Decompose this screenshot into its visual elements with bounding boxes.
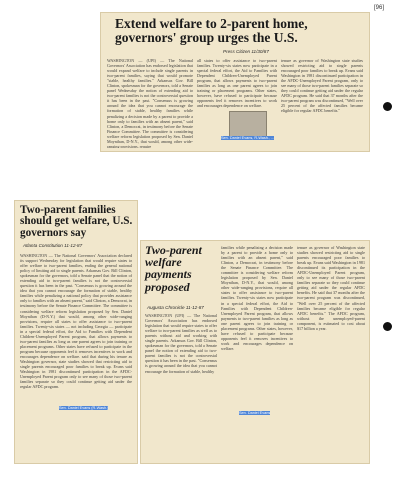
binder-hole (383, 322, 392, 331)
clipping-3-column-2: families while penalizing a decision made by a parent to provide a home only to families with an absent parent," said Clinton, a Democrat, in testimony before the Senate Finance Committee. The committee is considering welfare reform legislation proposed by Sen. Daniel Moynihan, D-N.Y., that would, among other wide-ranging provisions, require all states to offer assistance to two-parent families. Twenty-six states now participate in a special federal effort, the Aid to Families with Dependent Children-Unemployed Parent program, that allows payments to two-parent families as long as one parent agrees to join training or placement programs. Other states, however, have refused to participate because opponents feel it removes incentives to work and encourages dependence on welfare. (221, 245, 293, 351)
clipping-2-highlight: Sen. Daniel Evans (R-Wash.) (59, 406, 109, 410)
clipping-1 (100, 12, 370, 152)
clipping-3-column-1: WASHINGTON (UPI) — The National Governors' Association has endorsed legislation that would require states to offer welfare to two-parent families as well as to parents without aid and working with single parents. Arkansas Gov. Bill Clinton, spokesman for the governors, told a Senate panel the notion of extending aid to two-parent families is not the controversial question it has been in the past. "Consensus is growing around the idea that you cannot encourage the formation of stable, healthy (145, 313, 217, 374)
clipping-3-headline: Two-parent welfare payments proposed (145, 243, 202, 294)
clipping-3 (140, 240, 370, 464)
clipping-1-column-1: WASHINGTON — (UPI) — The National Governors' Association has endorsed legislation that would expand welfare to include single parents in two-parent families, saying that would promote "stable, healthy families." Arkansas Gov. Bill Clinton, spokesman for the governors, told a Senate panel Wednesday the notion of extending aid to two-parent families is not the controversial question it has been in the past. "Consensus is growing around the idea that you cannot encourage the formation of stable, healthy families while penalizing a decision made by a parent to provide a home only to families with an absent parent," said Clinton, a Democrat, in testimony before the Senate Finance Committee. The committee is considering welfare reform legislation proposed by Sen. Daniel Moynihan, D-N.Y., that would, among other wide-ranging provisions, require (107, 58, 193, 148)
clipping-1-headline: Extend welfare to 2-parent home, governors' group urges the U.S. (115, 16, 308, 45)
clipping-1-column-3: tenure as governor of Washington state studies showed restricting aid to single parents encouraged poor families to break up. Evans said Washington in 1981 discontinued participation in the AFDC-Unemployed Parent program, only to see many of those two-parent families separate so they could continue getting aid under the regular AFDC program. He said that 37 months after the two-parent program was discontinued, "Well over 25 percent of the affected families became eligible for regular AFDC benefits." (281, 58, 363, 114)
clipping-2-source: Atlanta Constitution 11-12-87 (23, 243, 83, 248)
clipping-1-column-2: all states to offer assistance to two-parent families. Twenty-six states now participate in a special federal effort, the Aid to Families with Dependent Children-Unemployed Parent program, that allows payments to two-parent families as long as one parent agrees to join training or placement programs. Other states, however, have refused to participate because opponents feel it removes incentives to work and encourages dependence on welfare. (197, 58, 277, 109)
clipping-2-column-1: WASHINGTON — The National Governors' Association declared its support Wednesday for legislation that would require states to offer welfare to two-parent families, ending the general national policy of limiting aid to single parents. Arkansas Gov. Bill Clinton, spokesman for the governors, told a Senate panel that the notion of extending aid to two-parent families is not the controversial question it has been in the past. "Consensus is growing around the idea that you cannot encourage the formation of stable, healthy families while penalizing a national policy that provides assistance only to families with an absent parent," said Clinton, a Democrat, in testimony before the Senate Finance Committee. The committee is considering welfare reform legislation proposed by Sen. Daniel Moynihan (D-N.Y.) that would, among other wide-ranging provisions, require all states to offer assistance to two-parent families. Twenty-six states — not including Georgia — participate in a special federal effort, the Aid to Families with Dependent Children-Unemployed Parent program, that allows payments to two-parent families as long as one parent agrees to join training or placement programs. Other states have refused to participate in the program because opponents feel it removes incentives to work and encourages dependence on welfare. said that during his tenure as Washington governor, state studies showed that restricting aid to single parents encouraged poor families to break up. Evans said Washington in 1981 discontinued participation in the AFDC-Unemployed Parent program only to see many of those two-parent families separate so they could continue getting aid under the regular AFDC program. (20, 253, 132, 390)
page-number: [96] (374, 5, 385, 11)
clipping-3-source: Augusta Chronicle 11-12-87 (147, 305, 204, 310)
clipping-3-highlight: Sen. Daniel Evans (239, 411, 271, 415)
clipping-1-source: Press Citizen 11/30/87 (223, 49, 269, 54)
binder-hole (383, 102, 392, 111)
clipping-1-photo (229, 111, 267, 137)
clipping-2-headline: Two-parent families should get welfare, U.S. governors say (20, 204, 133, 239)
clipping-1-photo-caption: Sen. Daniel Evans, R-Wash., ... (221, 136, 275, 140)
clipping-2 (14, 200, 138, 464)
clipping-3-column-3: tenure as governor of Washington state studies showed restricting aid to single parents encouraged poor families to break up. Evans said Washington in 1981 discontinued its participation in the AFDC-Unemployed Parent program, only to see many of those two-parent families separate so they could continue getting aid under the regular AFDC benefits. He said that 37 months after the two-parent program was discontinued, "Well over 25 percent of the affected families became eligible for regular AFDC benefits." The AFDC program, without the unemployed-parent component, is estimated to cost about $17 billion a year. (297, 245, 365, 331)
